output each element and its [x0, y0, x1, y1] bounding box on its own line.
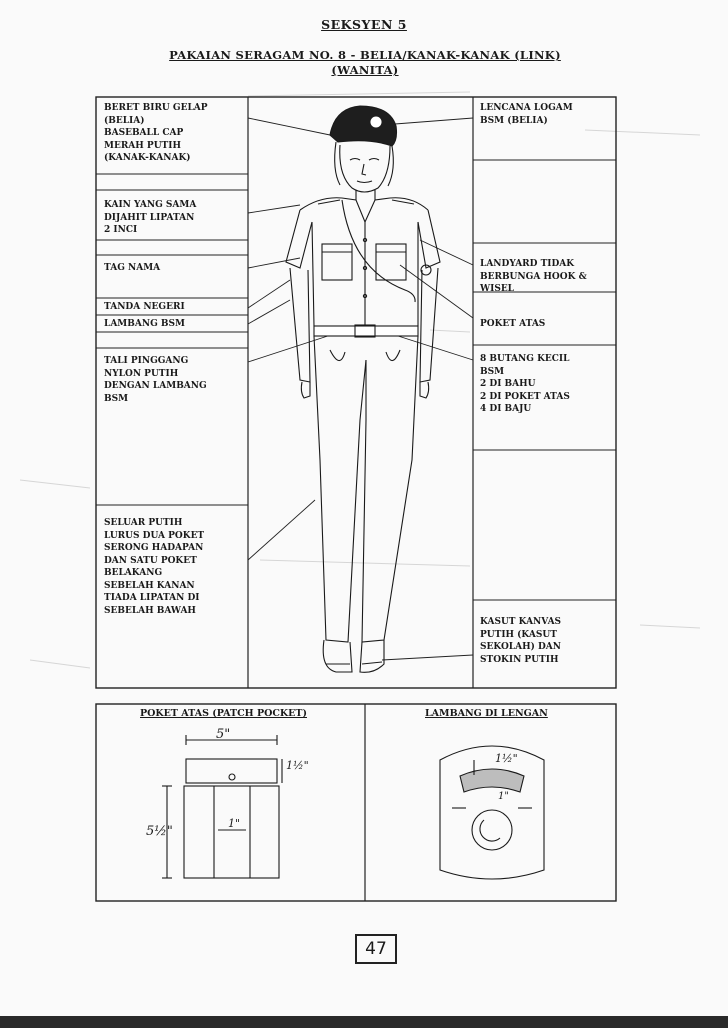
label-lanyard: LANDYARD TIDAK BERBUNGA HOOK & WISEL — [480, 259, 587, 294]
label-trousers: SELUAR PUTIH LURUS DUA POKET SERONG HADAPAN DAN SATU POKET BELAKANG SEBELAH KANAN TIADA LIPATAN DI SEBELAH BAWAH — [104, 518, 205, 616]
label-buttons: 8 BUTANG KECIL BSM 2 DI BAHU 2 DI POKET ATAS 4 DI BAJU — [480, 354, 570, 414]
page-number: 47 — [355, 934, 397, 964]
caption-patch-pocket: POKET ATAS (PATCH POCKET) — [140, 708, 307, 719]
dim-pocket-pleat: 1" — [228, 817, 241, 830]
label-beret: BERET BIRU GELAP (BELIA) BASEBALL CAP MERAH PUTIH (KANAK-KANAK) — [104, 103, 208, 163]
label-metal-badge: LENCANA LOGAM BSM (BELIA) — [480, 103, 573, 126]
dim-pocket-height: 5½" — [146, 824, 173, 839]
uniform-figure — [286, 106, 440, 672]
uniform-title-line2: (WANITA) — [331, 63, 399, 77]
dim-badge-gap: 1" — [498, 791, 509, 802]
patch-pocket-drawing — [162, 735, 282, 878]
label-shoes: KASUT KANVAS PUTIH (KASUT SEKOLAH) DAN STOKIN PUTIH — [480, 617, 562, 665]
scan-edge — [0, 1016, 728, 1028]
label-hem-fold: KAIN YANG SAMA DIJAHIT LIPATAN 2 INCI — [104, 200, 197, 235]
leader-lines — [248, 118, 473, 660]
arm-badge-drawing — [440, 746, 544, 879]
dim-pocket-width: 5" — [216, 727, 231, 742]
label-name-tag: TAG NAMA — [104, 263, 161, 273]
dim-pocket-flap: 1½" — [286, 759, 309, 772]
section-heading: SEKSYEN 5 — [321, 17, 407, 32]
label-bsm-emblem: LAMBANG BSM — [104, 319, 185, 329]
caption-arm-badge: LAMBANG DI LENGAN — [425, 708, 548, 719]
uniform-title-line1: PAKAIAN SERAGAM NO. 8 - BELIA/KANAK-KANAK (LINK) — [169, 48, 561, 62]
label-belt: TALI PINGGANG NYLON PUTIH DENGAN LAMBANG BSM — [104, 356, 207, 404]
label-state-badge: TANDA NEGERI — [104, 302, 185, 312]
dim-badge-top: 1½" — [495, 752, 518, 765]
label-upper-pocket: POKET ATAS — [480, 319, 546, 329]
